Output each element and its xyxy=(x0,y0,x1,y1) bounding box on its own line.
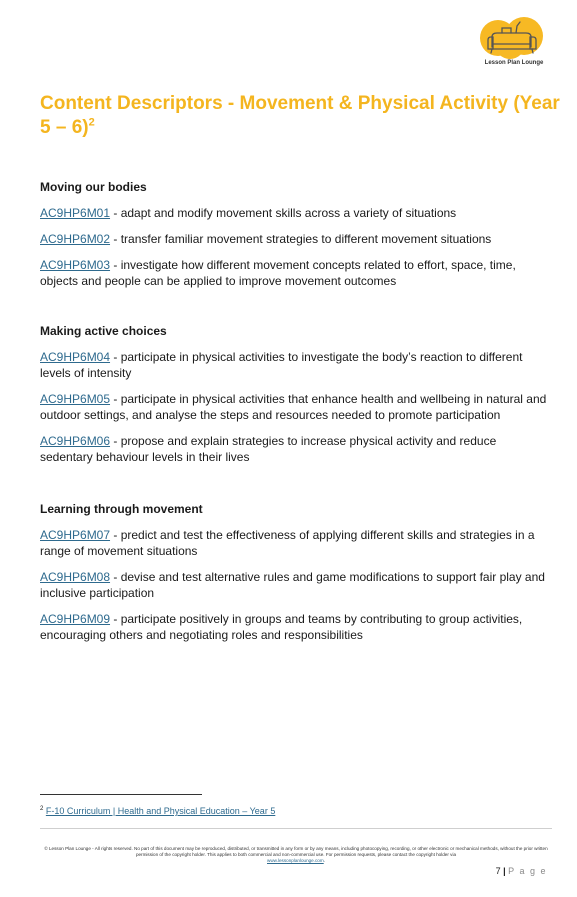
page-title-text: Content Descriptors - Movement & Physical Activity (Year 5 – 6) xyxy=(40,93,560,138)
descriptor-item xyxy=(40,205,550,221)
descriptor-code-link[interactable]: AC9HP6M04 xyxy=(40,350,111,364)
page-label: P a g e xyxy=(508,866,547,876)
descriptor-text: - participate in physical activities to investigate the body’s reaction to different levels of intensity xyxy=(40,350,523,380)
descriptor-text: - devise and test alternative rules and game modifications to support fair play and inclusive participation xyxy=(40,570,545,600)
footnote xyxy=(40,806,275,816)
copyright-text: © Lesson Plan Lounge - All rights reserved. No part of this document may be reproduced, distributed, or transmitted in any form or by any means, including photocopying, recording, or other electronic or mechanical methods, without the prior written permission of the copyright holder. This applies to both commercial and non-commercial use. For permission requests, please contact the copyright holder via xyxy=(44,846,548,857)
section-moving-our-bodies xyxy=(40,180,550,299)
lesson-plan-lounge-logo xyxy=(478,16,550,76)
descriptor-text: - transfer familiar movement strategies to different movement situations xyxy=(110,232,492,246)
title-footnote-ref[interactable]: 2 xyxy=(88,116,95,129)
logo-caption: Lesson Plan Lounge xyxy=(484,60,544,66)
descriptor-item xyxy=(40,611,550,643)
descriptor-code-link[interactable]: AC9HP6M07 xyxy=(40,528,111,542)
descriptor-item xyxy=(40,391,550,423)
copyright-notice: © Lesson Plan Lounge - All rights reserved. No part of this document may be reproduced, distributed, or transmitted in any form or by any means, including photocopying, recording, or other electronic or mechanical methods, without the prior written permission of the copyright holder. This applies to both commercial and non-commercial use. For permission requests, please contact the copyright holder via www.lessonplanlounge.com. xyxy=(44,846,548,863)
descriptor-code-link[interactable]: AC9HP6M02 xyxy=(40,232,111,246)
section-heading: Learning through movement xyxy=(40,502,203,516)
website-link[interactable]: www.lessonplanlounge.com xyxy=(267,858,324,863)
section-heading: Moving our bodies xyxy=(40,180,147,194)
page-number-value: 7 xyxy=(495,866,501,876)
descriptor-code-link[interactable]: AC9HP6M05 xyxy=(40,392,111,406)
descriptor-text: - investigate how different movement concepts related to effort, space, time, objects and people can be applied to improve movement outcomes xyxy=(40,258,516,288)
footer-divider xyxy=(40,828,552,829)
descriptor-text: - adapt and modify movement skills across a variety of situations xyxy=(110,206,457,220)
descriptor-item xyxy=(40,349,550,381)
descriptor-code-link[interactable]: AC9HP6M01 xyxy=(40,206,111,220)
descriptor-code-link[interactable]: AC9HP6M09 xyxy=(40,612,111,626)
page-separator: | xyxy=(503,866,506,876)
section-making-active-choices xyxy=(40,324,550,475)
section-heading: Making active choices xyxy=(40,324,167,338)
descriptor-text: - participate positively in groups and teams by contributing to group activities, encouraging others and negotiating roles and responsibilities xyxy=(40,612,523,642)
page-number xyxy=(496,866,547,876)
section-learning-through-movement xyxy=(40,502,550,653)
descriptor-text: - participate in physical activities that enhance health and wellbeing in natural and outdoor settings, and analyse the steps and resources needed to promote participation xyxy=(40,392,547,422)
footnote-link[interactable]: F-10 Curriculum | Health and Physical Education – Year 5 xyxy=(45,806,276,816)
descriptor-item xyxy=(40,257,550,289)
descriptor-code-link[interactable]: AC9HP6M08 xyxy=(40,570,111,584)
descriptor-item xyxy=(40,527,550,559)
descriptor-code-link[interactable]: AC9HP6M06 xyxy=(40,434,111,448)
descriptor-item xyxy=(40,569,550,601)
descriptor-item xyxy=(40,433,550,465)
descriptor-code-link[interactable]: AC9HP6M03 xyxy=(40,258,111,272)
footnote-divider xyxy=(40,794,202,795)
descriptor-item xyxy=(40,231,550,247)
footnote-number: 2 xyxy=(40,806,44,812)
descriptor-text: - predict and test the effectiveness of applying different skills and strategies in a range of movement situations xyxy=(40,528,535,558)
descriptor-text: - propose and explain strategies to increase physical activity and reduce sedentary behaviour levels in their lives xyxy=(40,434,497,464)
page-title xyxy=(40,92,560,140)
sofa-logo-icon xyxy=(478,16,550,60)
